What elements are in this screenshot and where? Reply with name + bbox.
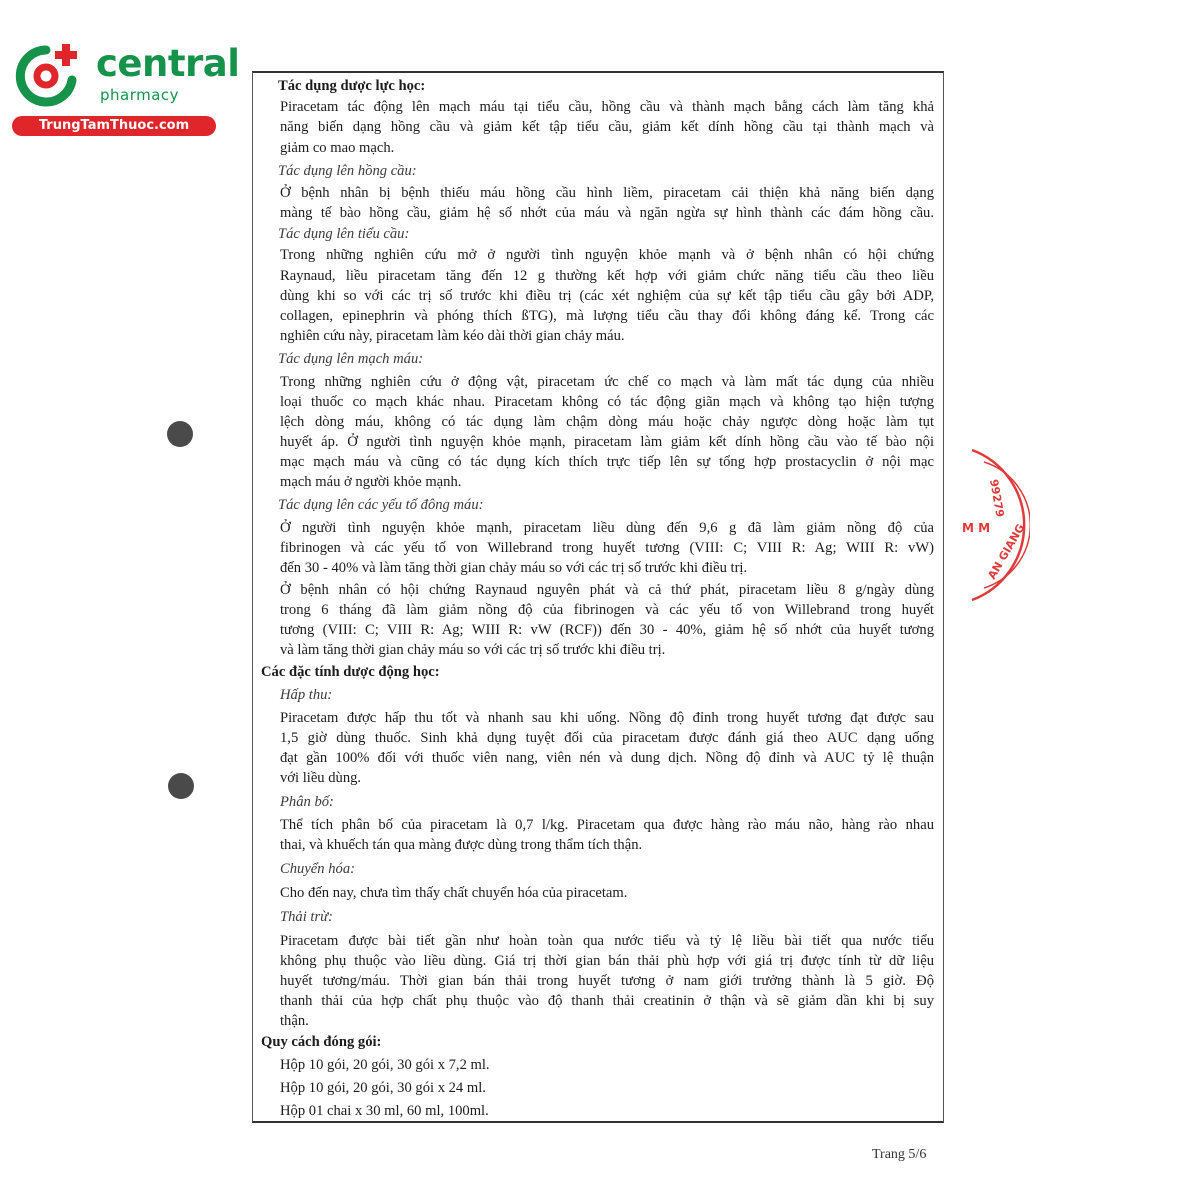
subsection-heading: Tác dụng lên hồng cầu: — [278, 163, 417, 179]
text-line: loại thuốc co mạch khác nhau. Piracetam không có tác động giãn mạch và không tạo hiện tượng — [280, 394, 934, 410]
section-heading: Tác dụng dược lực học: — [278, 78, 426, 94]
stamp-text: AN GIANG — [985, 521, 1028, 582]
text-line: 1,5 giờ dùng thuốc. Sinh khả dụng tuyệt đối của piracetam được đánh giá theo AUC dạng uống — [280, 730, 934, 746]
subsection-heading: Tác dụng lên mạch máu: — [278, 351, 424, 367]
subsection-heading: Tác dụng lên tiểu cầu: — [278, 226, 410, 242]
text-line: Piracetam được hấp thu tốt và nhanh sau khi uống. Nồng độ đỉnh trong huyết tương đạt được sau — [280, 710, 934, 726]
logo-website: TrungTamThuoc.com — [12, 116, 216, 136]
text-line: Thể tích phân bố của piracetam là 0,7 l/kg. Piracetam qua được hàng rào máu não, hàng rào nhau — [280, 817, 934, 833]
text-line: Cho đến nay, chưa tìm thấy chất chuyển hóa của piracetam. — [280, 885, 628, 901]
text-line: mạc mạch máu và cũng có tác dụng kích thích trực tiếp lên sự tổng hợp prostacyclin ở nội mạc — [280, 454, 934, 470]
text-line: giảm co mao mạch. — [280, 140, 395, 156]
section-heading: Quy cách đóng gói: — [261, 1034, 382, 1050]
section-heading: Các đặc tính dược động học: — [261, 664, 440, 680]
text-line: lệch dòng máu, không có tác dụng làm chậm dòng máu hoặc chảy ngược dòng hoặc làm tụt — [280, 414, 934, 430]
subsection-heading: Phân bố: — [280, 794, 334, 810]
text-line: huyết tương/máu. Thời gian bán thải trong huyết tương ở nam giới trưởng thành là 5 giờ. Độ — [280, 973, 934, 989]
text-line: Trong những nghiên cứu mở ở người tình nguyện khỏe mạnh và ở bệnh nhân có hội chứng — [280, 247, 934, 263]
text-line: nghiên cứu này, piracetam làm kéo dài thời gian chảy máu. — [280, 328, 625, 344]
text-line: đến 30 - 40% và làm tăng thời gian chảy máu so với các trị số trước khi điều trị. — [280, 560, 748, 576]
text-line: trong 6 tháng đã làm giảm nồng độ của fibrinogen và các yếu tố von Willebrand trong huyết — [280, 602, 934, 618]
text-line: thai, và khuếch tán qua màng được dùng trong thẩm tích thận. — [280, 837, 643, 853]
text-line: tương (VIII: C; VIII R: Ag; WIII R: vW (RCF)) đến 30 - 40%, giảm hệ số nhớt của huyết tương — [280, 622, 934, 638]
text-line: huyết áp. Ở người tình nguyện khỏe mạnh, piracetam làm giảm kết dính hồng cầu vào tế bào nội — [280, 434, 934, 450]
stamp-letters: M M — [962, 521, 991, 535]
subsection-heading: Thải trừ: — [280, 909, 333, 925]
punch-hole — [168, 773, 194, 799]
page-number: Trang 5/6 — [872, 1147, 927, 1162]
text-line: Hộp 10 gói, 20 gói, 30 gói x 24 ml. — [280, 1080, 486, 1096]
text-line: Piracetam tác động lên mạch máu tại tiểu cầu, hồng cầu và thành mạch bằng cách làm tăng khả — [280, 99, 934, 115]
text-line: thanh thải của hợp chất phụ thuộc vào độ thanh thải creatinin ở thận và sẽ giảm dần khi bị suy — [280, 993, 934, 1009]
subsection-heading: Tác dụng lên các yếu tố đông máu: — [278, 497, 484, 513]
text-line: Trong những nghiên cứu ở động vật, piracetam ức chế co mạch và làm mất tác dụng của nhiều — [280, 374, 934, 390]
text-line: mạch máu ở người khỏe mạnh. — [280, 474, 462, 490]
punch-hole — [167, 421, 193, 447]
text-line: Ở bệnh nhân bị bệnh thiếu máu hồng cầu hình liềm, piracetam cải thiện khả năng biến dạng — [280, 185, 934, 201]
logo-subtitle: pharmacy — [100, 86, 180, 104]
text-line: Hộp 01 chai x 30 ml, 60 ml, 100ml. — [280, 1103, 489, 1119]
text-line: và làm tăng thời gian chảy máu so với các trị số trước khi điều trị. — [280, 642, 666, 658]
logo-name: central — [96, 42, 240, 85]
text-line: Raynaud, liều piracetam tăng đến 12 g thường kết hợp với giảm chức năng tiểu cầu theo liều — [280, 268, 934, 284]
text-line: không phụ thuộc vào liều dùng. Giá trị thời gian bán thải phù hợp với giá trị được tính từ dữ liệu — [280, 953, 934, 969]
subsection-heading: Hấp thu: — [280, 687, 333, 703]
text-line: Ở người tình nguyện khỏe mạnh, piracetam liều dùng đến 9,6 g đã làm giảm nồng độ của — [280, 520, 934, 536]
text-line: Hộp 10 gói, 20 gói, 30 gói x 7,2 ml. — [280, 1057, 490, 1073]
text-line: màng tế bào hồng cầu, giảm hệ số nhớt của máu và ngăn ngừa sự hình thành các đám hồng cầu. — [280, 205, 934, 221]
red-seal-stamp — [950, 440, 1030, 610]
text-line: Piracetam được bài tiết gần như hoàn toàn qua nước tiểu và tỷ lệ liều bài tiết qua nước tiểu — [280, 933, 934, 949]
text-line: với liều dùng. — [280, 770, 362, 786]
pharmacy-cross-icon — [10, 40, 90, 110]
text-line: năng biến dạng hồng cầu và giảm kết tập tiểu cầu, giảm kết dính hồng cầu tại thành mạch và — [280, 119, 934, 135]
text-line: dùng khi so với các trị số trước khi điều trị (các xét nghiệm của sự kết tập tiểu cầu gây bởi ADP, — [280, 288, 934, 304]
text-line: collagen, epinephrin và phóng thích ßTG), mà lượng tiểu cầu thay đổi không đáng kể. Trong các — [280, 308, 934, 324]
text-line: Ở bệnh nhân có hội chứng Raynaud nguyên phát và cả thứ phát, piracetam liều 8 g/ngày dùng — [280, 582, 934, 598]
text-line: thận. — [280, 1013, 309, 1029]
central-pharmacy-logo — [10, 36, 240, 138]
text-line: fibrinogen và các yếu tố von Willebrand trong huyết tương (VIII: C; VIII R: Ag; WIII R: vW) — [280, 540, 934, 556]
text-line: đạt gần 100% đối với thuốc viên nang, viên nén và dung dịch. Nồng độ đỉnh và AUC tỷ lệ thuận — [280, 750, 934, 766]
subsection-heading: Chuyển hóa: — [280, 861, 355, 877]
stamp-digits: 99279 — [987, 478, 1007, 519]
